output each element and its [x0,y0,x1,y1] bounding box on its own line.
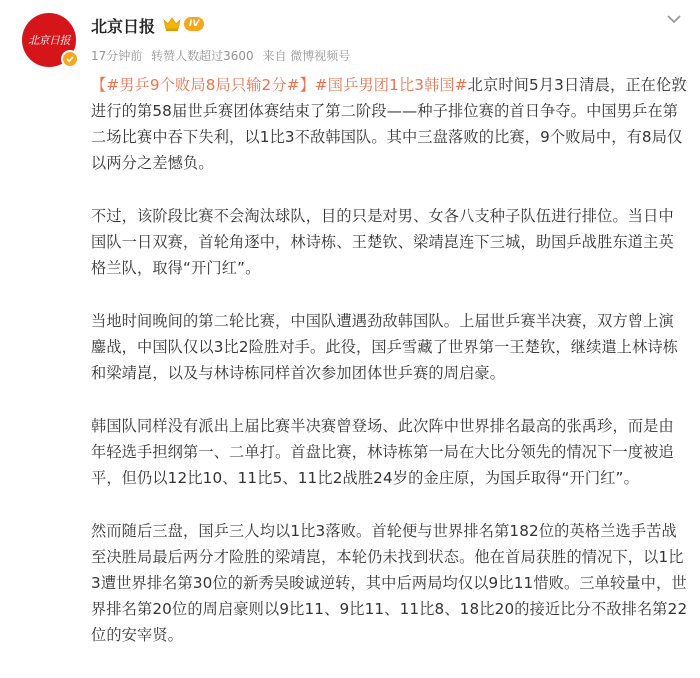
hashtag-link[interactable]: 【#男乒9个败局8局只输2分#】 [91,76,315,94]
verified-icon [61,50,79,68]
author-badges [163,16,204,32]
post-meta [91,47,355,64]
paragraph-3: 当地时间晚间的第二轮比赛，中国队遭遇劲敌韩国队。上届世乒赛半决赛，双方曾上演鏖战，中国队仅以3比2险胜对手。此役，国乒雪藏了世界第一王楚钦，继续遣上林诗栋和梁靖崑，以及与林诗栋同样首次参加团体世乒赛的周启豪。 [91,312,679,382]
author-name[interactable]: 北京日报 [91,17,156,36]
post-header [0,0,700,78]
paragraph-5: 然而随后三盘，国乒三人均以1比3落败。首轮便与世界排名第182位的英格兰选手苦战至决胜局最后两分才险胜的梁靖崑，本轮仍未找到状态。他在首局获胜的情况下，以1比3遭世界排名第30位的新秀吴晙诚逆转，其中后两局均仅以9比11惜败。三单较量中，世界排名第20位的周启豪则以9比11、9比11、11比8、18比20的接近比分不敌排名第22位的安宰贤。 [91,522,688,644]
paragraph-2: 不过，该阶段比赛不会淘汰球队，目的只是对男、女各八支种子队伍进行排位。当日中国队一日双赛，首轮角逐中，林诗栋、王楚钦、梁靖崑连下三城，助国乒战胜东道主英格兰队，取得“开门红”。 [91,207,674,277]
post-time[interactable]: 17分钟前 [91,49,143,63]
repost-count: 转赞人数超过3600 [151,49,254,63]
level-badge: IV [184,17,204,31]
post-body [91,72,689,675]
paragraph-4: 韩国队同样没有派出上届比赛半决赛曾登场、此次阵中世界排名最高的张禹珍，而是由年轻选手担纲第一、二单打。首盘比赛，林诗栋第一局在大比分领先的情况下一度被追平，但仍以12比10、11比5、11比2战胜24岁的金庄原，为国乒取得“开门红”。 [91,417,674,487]
avatar-logo-text: 北京日报 [28,34,70,47]
paragraph-1 [91,72,689,176]
chevron-down-icon[interactable] [666,13,682,25]
paragraph-1-text: 北京时间5月3日清晨，正在伦敦进行的第58届世乒赛团体赛结束了第二阶段——种子排位赛的首日争夺。中国男乒在第二场比赛中吞下失利，以1比3不敌韩国队。其中三盘落败的比赛，9个败局中，有8局仅以两分之差憾负。 [91,76,687,172]
hashtag-link[interactable]: #国乒男团1比3韩国# [314,76,468,94]
post-source[interactable]: 来自 微博视频号 [262,49,351,63]
crown-icon [163,16,181,32]
